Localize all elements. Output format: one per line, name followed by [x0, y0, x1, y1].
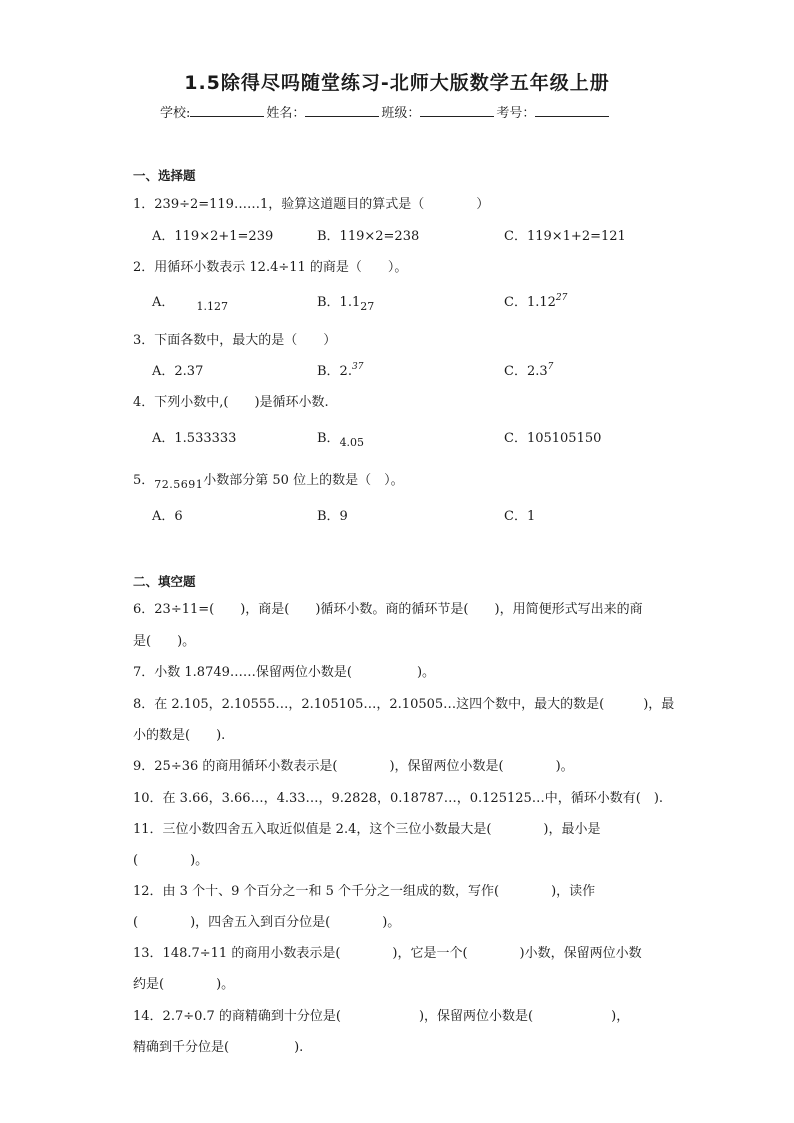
exam-no-label: 考号：	[496, 106, 536, 121]
student-info-line	[160, 102, 611, 121]
exam-no-blank[interactable]	[535, 104, 609, 117]
q3-option-c-label: C．2.3	[504, 364, 548, 379]
question-12-line-1: 12．由 3 个十、9 个百分之一和 5 个千分之一组成的数，写作( )，读作	[133, 884, 596, 899]
name-blank[interactable]	[305, 104, 379, 117]
q2-option-a[interactable]	[152, 291, 229, 313]
q1-option-a[interactable]: A．119×2+1=239	[152, 229, 274, 244]
question-7: 7．小数 1.8749……保留两位小数是( )。	[133, 665, 436, 680]
q3-option-a[interactable]: A．2.37	[152, 364, 204, 379]
question-13-line-2: 约是( )。	[133, 977, 235, 992]
q4-option-a[interactable]: A．1.533333	[152, 431, 237, 446]
page-title: 1.5除得尽吗随堂练习-北师大版数学五年级上册	[184, 72, 610, 94]
question-13-line-1: 13．148.7÷11 的商用小数表示是( )，它是一个( )小数，保留两位小数	[133, 946, 642, 961]
q4-option-b[interactable]	[317, 427, 365, 449]
question-4: 4．下列小数中,( )是循环小数.	[133, 395, 329, 410]
q5-prefix: 5．	[133, 473, 155, 488]
q2-option-c-repeating: 27	[555, 293, 568, 303]
q5-repeating-number: 72.5691	[154, 478, 204, 491]
q5-text: 小数部分第 50 位上的数是（ ）。	[203, 473, 404, 488]
question-9: 9．25÷36 的商用循环小数表示是( )，保留两位小数是( )。	[133, 759, 574, 774]
school-blank[interactable]	[190, 104, 264, 117]
q3-option-c-repeating: 7	[547, 362, 554, 372]
q1-option-b[interactable]: B．119×2=238	[317, 229, 420, 244]
q2-option-c-label: C．1.12	[504, 295, 556, 310]
question-5	[133, 469, 404, 491]
school-label: 学校:	[160, 106, 191, 121]
q4-option-b-label: B．	[317, 431, 340, 446]
q5-option-a[interactable]: A．6	[152, 509, 183, 524]
question-12-line-2: ( )，四舍五入到百分位是( )。	[133, 915, 401, 930]
question-10: 10．在 3.66，3.66…，4.33…，9.2828，0.18787…，0.125125…中，循环小数有( ).	[133, 791, 664, 806]
class-label: 班级：	[381, 106, 421, 121]
question-8-line-1: 8．在 2.105，2.10555…，2.105105…，2.10505…这四个数中，最大的数是( )，最	[133, 697, 675, 712]
q5-option-c[interactable]: C．1	[504, 509, 536, 524]
q3-option-b-repeating: 37	[351, 362, 364, 372]
class-blank[interactable]	[420, 104, 494, 117]
q3-option-b[interactable]	[317, 360, 363, 379]
question-14-line-2: 精确到千分位是( ).	[133, 1040, 304, 1055]
question-11-line-1: 11．三位小数四舍五入取近似值是 2.4，这个三位小数最大是( )，最小是	[133, 822, 601, 837]
q2-option-c[interactable]	[504, 291, 567, 310]
question-2: 2．用循环小数表示 12.4÷11 的商是（ ）。	[133, 260, 408, 275]
q2-option-a-label: A．	[152, 295, 175, 310]
q2-option-a-value: 1.127	[196, 300, 229, 313]
q2-option-b-label: B．1.1	[317, 295, 361, 310]
name-label: 姓名：	[266, 106, 306, 121]
question-3: 3．下面各数中，最大的是（ ）	[133, 333, 337, 348]
question-8-line-2: 小的数是( ).	[133, 728, 226, 743]
question-6-line-2: 是( )。	[133, 634, 196, 649]
q3-option-c[interactable]	[504, 360, 553, 379]
section-heading-choice: 一、选择题	[133, 168, 196, 183]
question-1: 1．239÷2=119……1，验算这道题目的算式是（ ）	[133, 197, 490, 212]
q1-option-c[interactable]: C．119×1+2=121	[504, 229, 626, 244]
section-heading-fill: 二、填空题	[133, 574, 196, 589]
q2-option-b[interactable]	[317, 291, 375, 313]
q4-option-c[interactable]: C．105105150	[504, 431, 602, 446]
q3-option-b-label: B．2.	[317, 364, 352, 379]
q2-option-b-repeating: 27	[360, 300, 375, 313]
question-14-line-1: 14．2.7÷0.7 的商精确到十分位是( )，保留两位小数是( )，	[133, 1009, 630, 1024]
q4-option-b-value: 4.05	[339, 436, 365, 449]
question-6-line-1: 6．23÷11=( )，商是( )循环小数。商的循环节是( )，用简便形式写出来的商	[133, 602, 643, 617]
question-11-line-2: ( )。	[133, 853, 209, 868]
q5-option-b[interactable]: B．9	[317, 509, 348, 524]
